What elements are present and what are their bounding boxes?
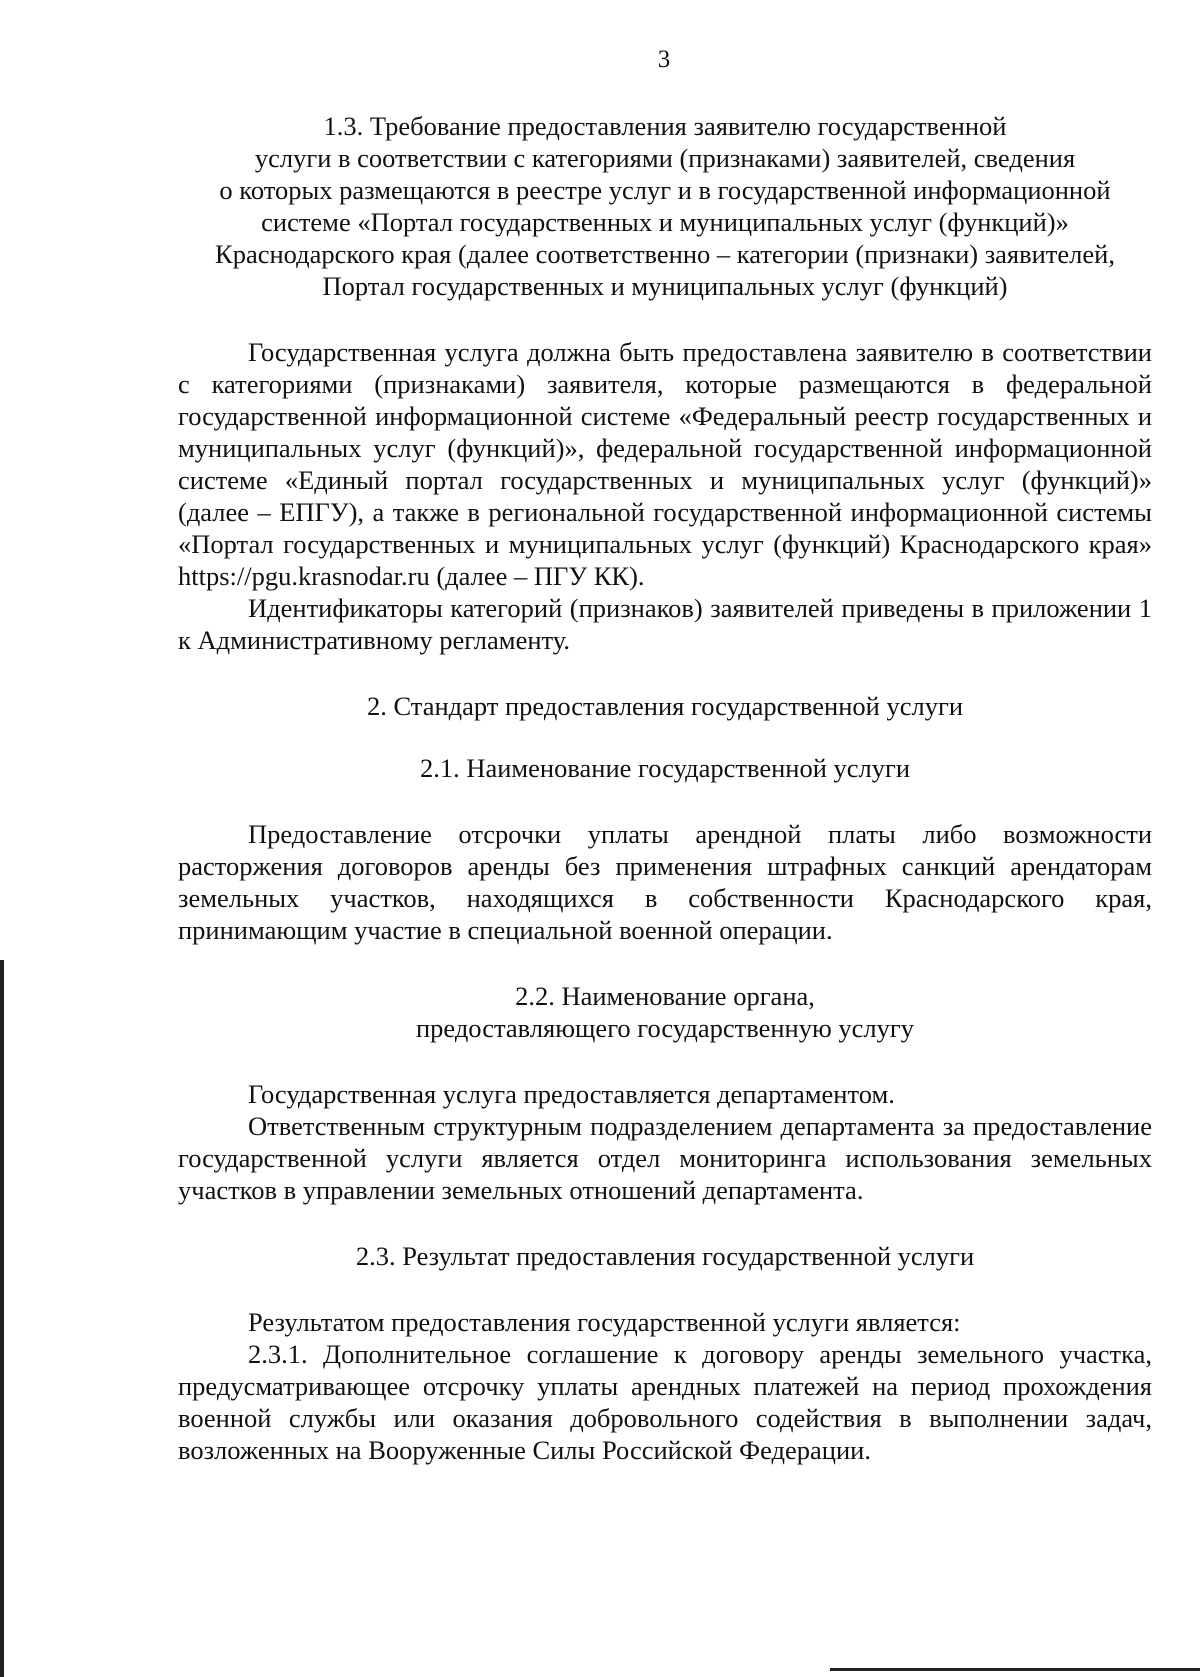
section-2-3-title: 2.3. Результат предоставления государственной услуги [355,1241,975,1271]
paragraph-result-intro: Результатом предоставления государственной услуги является: [248,1307,961,1337]
paragraph-responsible-unit: Ответственным структурным подразделением департамента за предоставление государственной услуги является отдел мониторинга использования земельных участков в управлении земельных отношений департамента. [178,1111,1152,1205]
section-2-2-title [178,980,1152,1044]
section-1-3-title-line: 1.3. Требование предоставления заявителю государственной [323,111,1007,141]
paragraph-result-2-3-1: 2.3.1. Дополнительное соглашение к договору аренды земельного участка, предусматривающее отсрочку уплаты арендных платежей на период прохождения военной службы или оказания добровольного содействия в выполнении задач, возложенных на Вооруженные Силы Российской Федерации. [178,1339,1152,1465]
section-2-2-title-line: 2.2. Наименование органа, [515,981,815,1011]
paragraph-provider: Государственная услуга предоставляется департаментом. [248,1079,895,1109]
bottom-rule [830,1668,1200,1671]
section-1-3-title-line: Портал государственных и муниципальных услуг (функций) [322,271,1008,301]
section-2-1-title: 2.1. Наименование государственной услуги [419,753,911,783]
scan-edge-mark [0,960,4,1677]
paragraph-service-name: Предоставление отсрочки уплаты арендной платы либо возможности расторжения договоров аренды без применения штрафных санкций арендаторам земельных участков, находящихся в собственности Краснодарского края, принимающим участие в специальной военной операции. [178,819,1152,945]
section-1-3-title-line: услуги в соответствии с категориями (признаками) заявителей, сведения [254,143,1076,173]
section-1-3-title [178,110,1152,302]
paragraph-applicant-categories: Государственная услуга должна быть предоставлена заявителю в соответствии с категориями (признаками) заявителя, которые размещаются в федеральной государственной информационной системе «Федеральный реестр государственных и муниципальных услуг (функций)», федеральной государственной информационной системе «Единый портал государственных и муниципальных услуг (функций)» (далее – ЕПГУ), а также в региональной государственной информационной системы «Портал государственных и муниципальных услуг (функций) Краснодарского края» https://pgu.krasnodar.ru (далее – ПГУ КК). [178,337,1152,591]
section-1-3-title-line: Краснодарского края (далее соответственно – категории (признаки) заявителей, [215,239,1115,269]
section-2-2-title-line: предоставляющего государственную услугу [415,1013,914,1043]
document-body [178,110,1152,1466]
page-number: 3 [657,46,671,73]
paragraph-identifiers: Идентификаторы категорий (признаков) заявителей приведены в приложении 1 к Административному регламенту. [178,593,1152,655]
section-1-3-title-line: о которых размещаются в реестре услуг и в государственной информационной [219,175,1111,205]
section-2-title: 2. Стандарт предоставления государственной услуги [366,691,964,721]
section-1-3-title-line: системе «Портал государственных и муниципальных услуг (функций)» [261,207,1069,237]
